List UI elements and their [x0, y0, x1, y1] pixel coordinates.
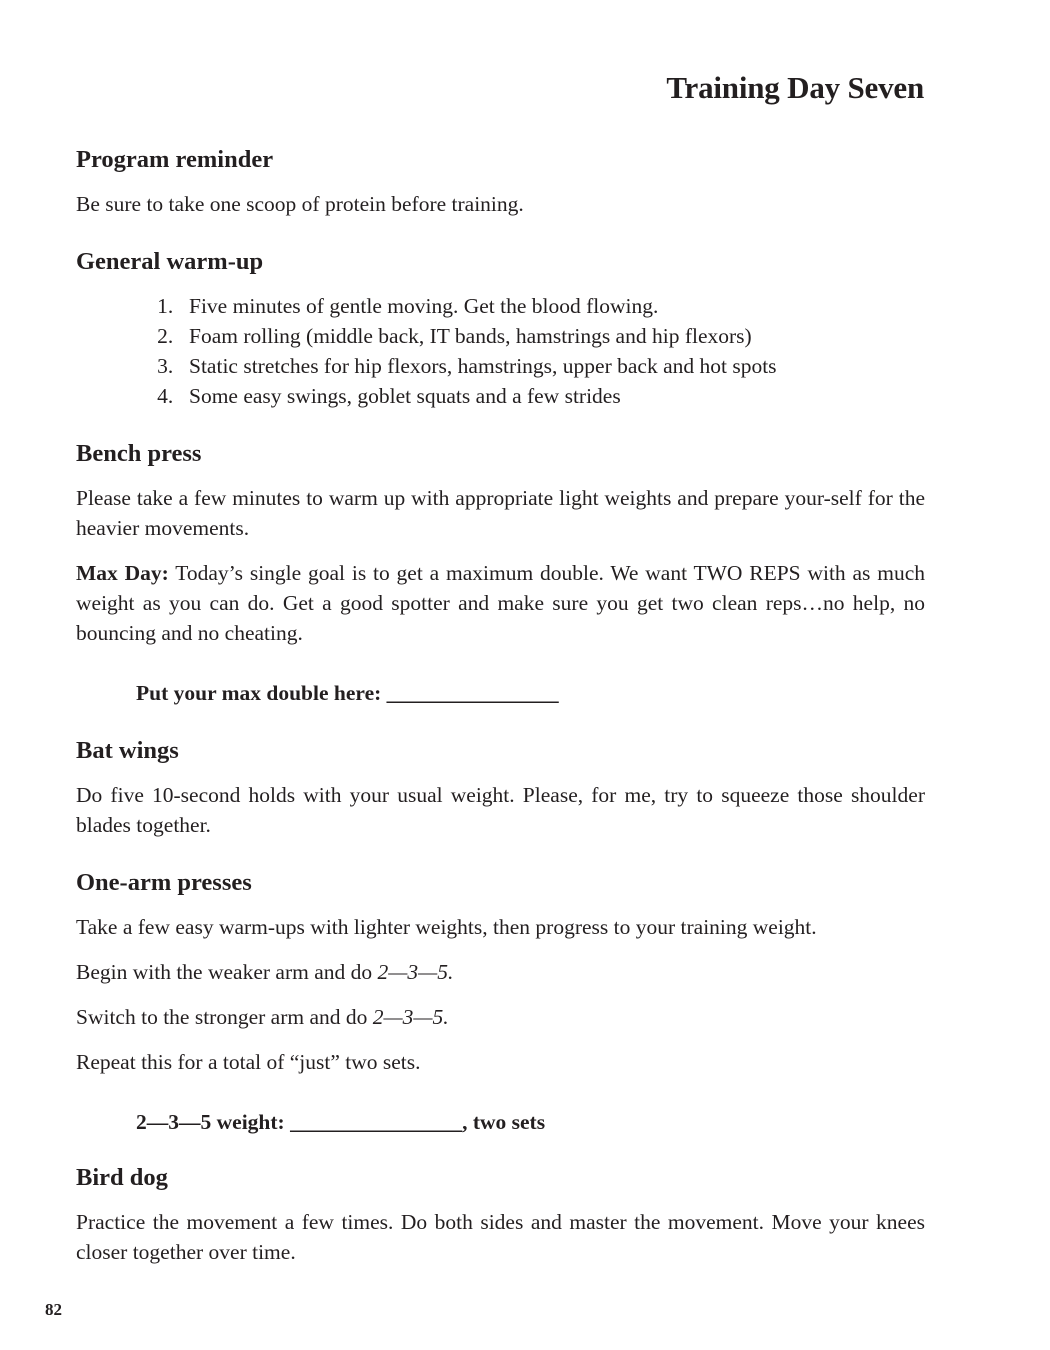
warmup-list: [76, 291, 925, 411]
bench-press-intro: Please take a few minutes to warm up with appropriate light weights and prepare your-self for the heavier movements.: [76, 486, 925, 540]
list-item-text: Static stretches for hip flexors, hamstrings, upper back and hot spots: [189, 354, 777, 378]
list-item-number: 3.: [157, 354, 174, 378]
bat-wings-text: Do five 10-second holds with your usual weight. Please, for me, try to squeeze those shoulder blades together.: [76, 783, 925, 837]
list-item-number: 2.: [157, 324, 174, 348]
list-item: [76, 351, 925, 381]
list-item: [76, 381, 925, 411]
bat-wings-heading: Bat wings: [76, 737, 179, 764]
one-arm-presses-line-2: [76, 957, 925, 987]
one-arm-presses-line-4: Repeat this for a total of “just” two sets.: [76, 1050, 421, 1074]
general-warmup-heading: General warm-up: [76, 248, 264, 275]
page-content: [76, 143, 925, 1267]
list-item: [76, 321, 925, 351]
one-arm-presses-heading: One-arm presses: [76, 869, 252, 896]
list-item-number: 1.: [157, 294, 174, 318]
max-day-text: Today’s single goal is to get a maximum double. We want TWO REPS with as much weight as you can do. Get a good spotter and make sure you get two clean reps…no help, no bouncing and no cheating.: [76, 561, 925, 645]
bench-press-heading: Bench press: [76, 440, 202, 467]
page-number: 82: [45, 1300, 62, 1319]
max-day-label: Max Day:: [76, 561, 169, 585]
program-reminder-text: Be sure to take one scoop of protein before training.: [76, 192, 524, 216]
bird-dog-heading: Bird dog: [76, 1164, 168, 1191]
line-3-text: Switch to the stronger arm and do: [76, 1005, 373, 1029]
list-item-number: 4.: [157, 384, 174, 408]
line-2-text: Begin with the weaker arm and do: [76, 960, 378, 984]
one-arm-presses-line-1: Take a few easy warm-ups with lighter weights, then progress to your training weight.: [76, 915, 817, 939]
max-day-paragraph: [76, 558, 925, 648]
list-item-text: Foam rolling (middle back, IT bands, hamstrings and hip flexors): [189, 324, 752, 348]
line-3-scheme: 2—3—5.: [372, 1005, 449, 1029]
weight-fill-line: 2—3—5 weight: ________________, two sets: [136, 1110, 546, 1134]
bird-dog-text: Practice the movement a few times. Do both sides and master the movement. Move your knees closer together over time.: [76, 1210, 925, 1264]
list-item-text: Five minutes of gentle moving. Get the blood flowing.: [189, 294, 659, 318]
program-reminder-heading: Program reminder: [76, 146, 274, 173]
list-item: [76, 291, 925, 321]
list-item-text: Some easy swings, goblet squats and a few strides: [189, 384, 621, 408]
one-arm-presses-line-3: [76, 1002, 925, 1032]
line-2-scheme: 2—3—5.: [377, 960, 454, 984]
page-title: Training Day Seven: [666, 70, 924, 105]
max-double-fill-line: Put your max double here: ________________: [136, 681, 559, 705]
